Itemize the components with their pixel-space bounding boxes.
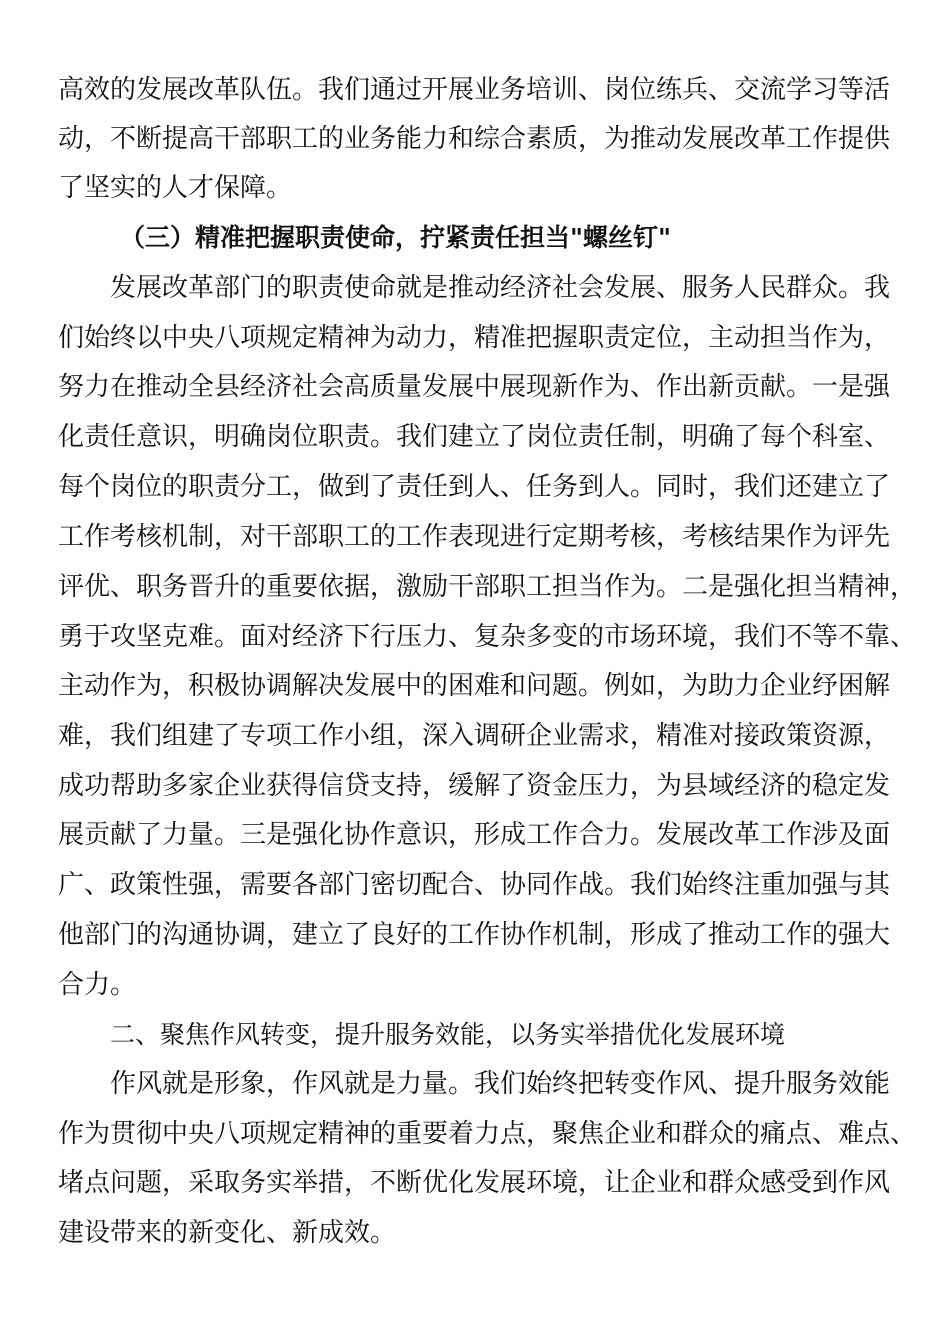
paragraph-line: 他部门的沟通协调，建立了良好的工作协作机制，形成了推动工作的强大 bbox=[58, 920, 891, 950]
paragraph-line: 作风就是形象，作风就是力量。我们始终把转变作风、提升服务效能 bbox=[110, 1069, 891, 1099]
paragraph-line: 主动作为，积极协调解决发展中的困难和问题。例如，为助力企业纾困解 bbox=[58, 671, 891, 701]
paragraph-line: 勇于攻坚克难。面对经济下行压力、复杂多变的市场环境，我们不等不靠、 bbox=[58, 622, 917, 652]
paragraph-line: 建设带来的新变化、新成效。 bbox=[58, 1218, 397, 1248]
paragraph-line: 们始终以中央八项规定精神为动力，精准把握职责定位，主动担当作为， bbox=[58, 323, 891, 353]
paragraph-line: 堵点问题，采取务实举措，不断优化发展环境，让企业和群众感受到作风 bbox=[58, 1168, 891, 1198]
section-heading: （三）精准把握职责使命，拧紧责任担当"螺丝钉" bbox=[120, 223, 672, 252]
paragraph-line: 难，我们组建了专项工作小组，深入调研企业需求，精准对接政策资源， bbox=[58, 721, 891, 751]
paragraph-line: 了坚实的人才保障。 bbox=[58, 173, 293, 203]
paragraph-line: 成功帮助多家企业获得信贷支持，缓解了资金压力，为县域经济的稳定发 bbox=[58, 771, 891, 801]
paragraph-line: 努力在推动全县经济社会高质量发展中展现新作为、作出新贡献。一是强 bbox=[58, 372, 891, 402]
paragraph-line: 工作考核机制，对干部职工的工作表现进行定期考核，考核结果作为评先 bbox=[58, 522, 891, 552]
paragraph-line: 高效的发展改革队伍。我们通过开展业务培训、岗位练兵、交流学习等活 bbox=[58, 75, 891, 105]
paragraph-line: 化责任意识，明确岗位职责。我们建立了岗位责任制，明确了每个科室、 bbox=[58, 422, 891, 452]
paragraph-line: 评优、职务晋升的重要依据，激励干部职工担当作为。二是强化担当精神， bbox=[58, 572, 917, 602]
paragraph-line: 作为贯彻中央八项规定精神的重要着力点，聚焦企业和群众的痛点、难点、 bbox=[58, 1119, 917, 1149]
paragraph-line: 发展改革部门的职责使命就是推动经济社会发展、服务人民群众。我 bbox=[110, 273, 891, 303]
paragraph-line: 合力。 bbox=[58, 970, 137, 1000]
paragraph-line: 广、政策性强，需要各部门密切配合、协同作战。我们始终注重加强与其 bbox=[58, 870, 891, 900]
paragraph-line: 动，不断提高干部职工的业务能力和综合素质，为推动发展改革工作提供 bbox=[58, 124, 891, 154]
paragraph-line: 每个岗位的职责分工，做到了责任到人、任务到人。同时，我们还建立了 bbox=[58, 472, 891, 502]
paragraph-line: 展贡献了力量。三是强化协作意识，形成工作合力。发展改革工作涉及面 bbox=[58, 820, 891, 850]
section-heading: 二、聚焦作风转变，提升服务效能，以务实举措优化发展环境 bbox=[110, 1020, 786, 1049]
